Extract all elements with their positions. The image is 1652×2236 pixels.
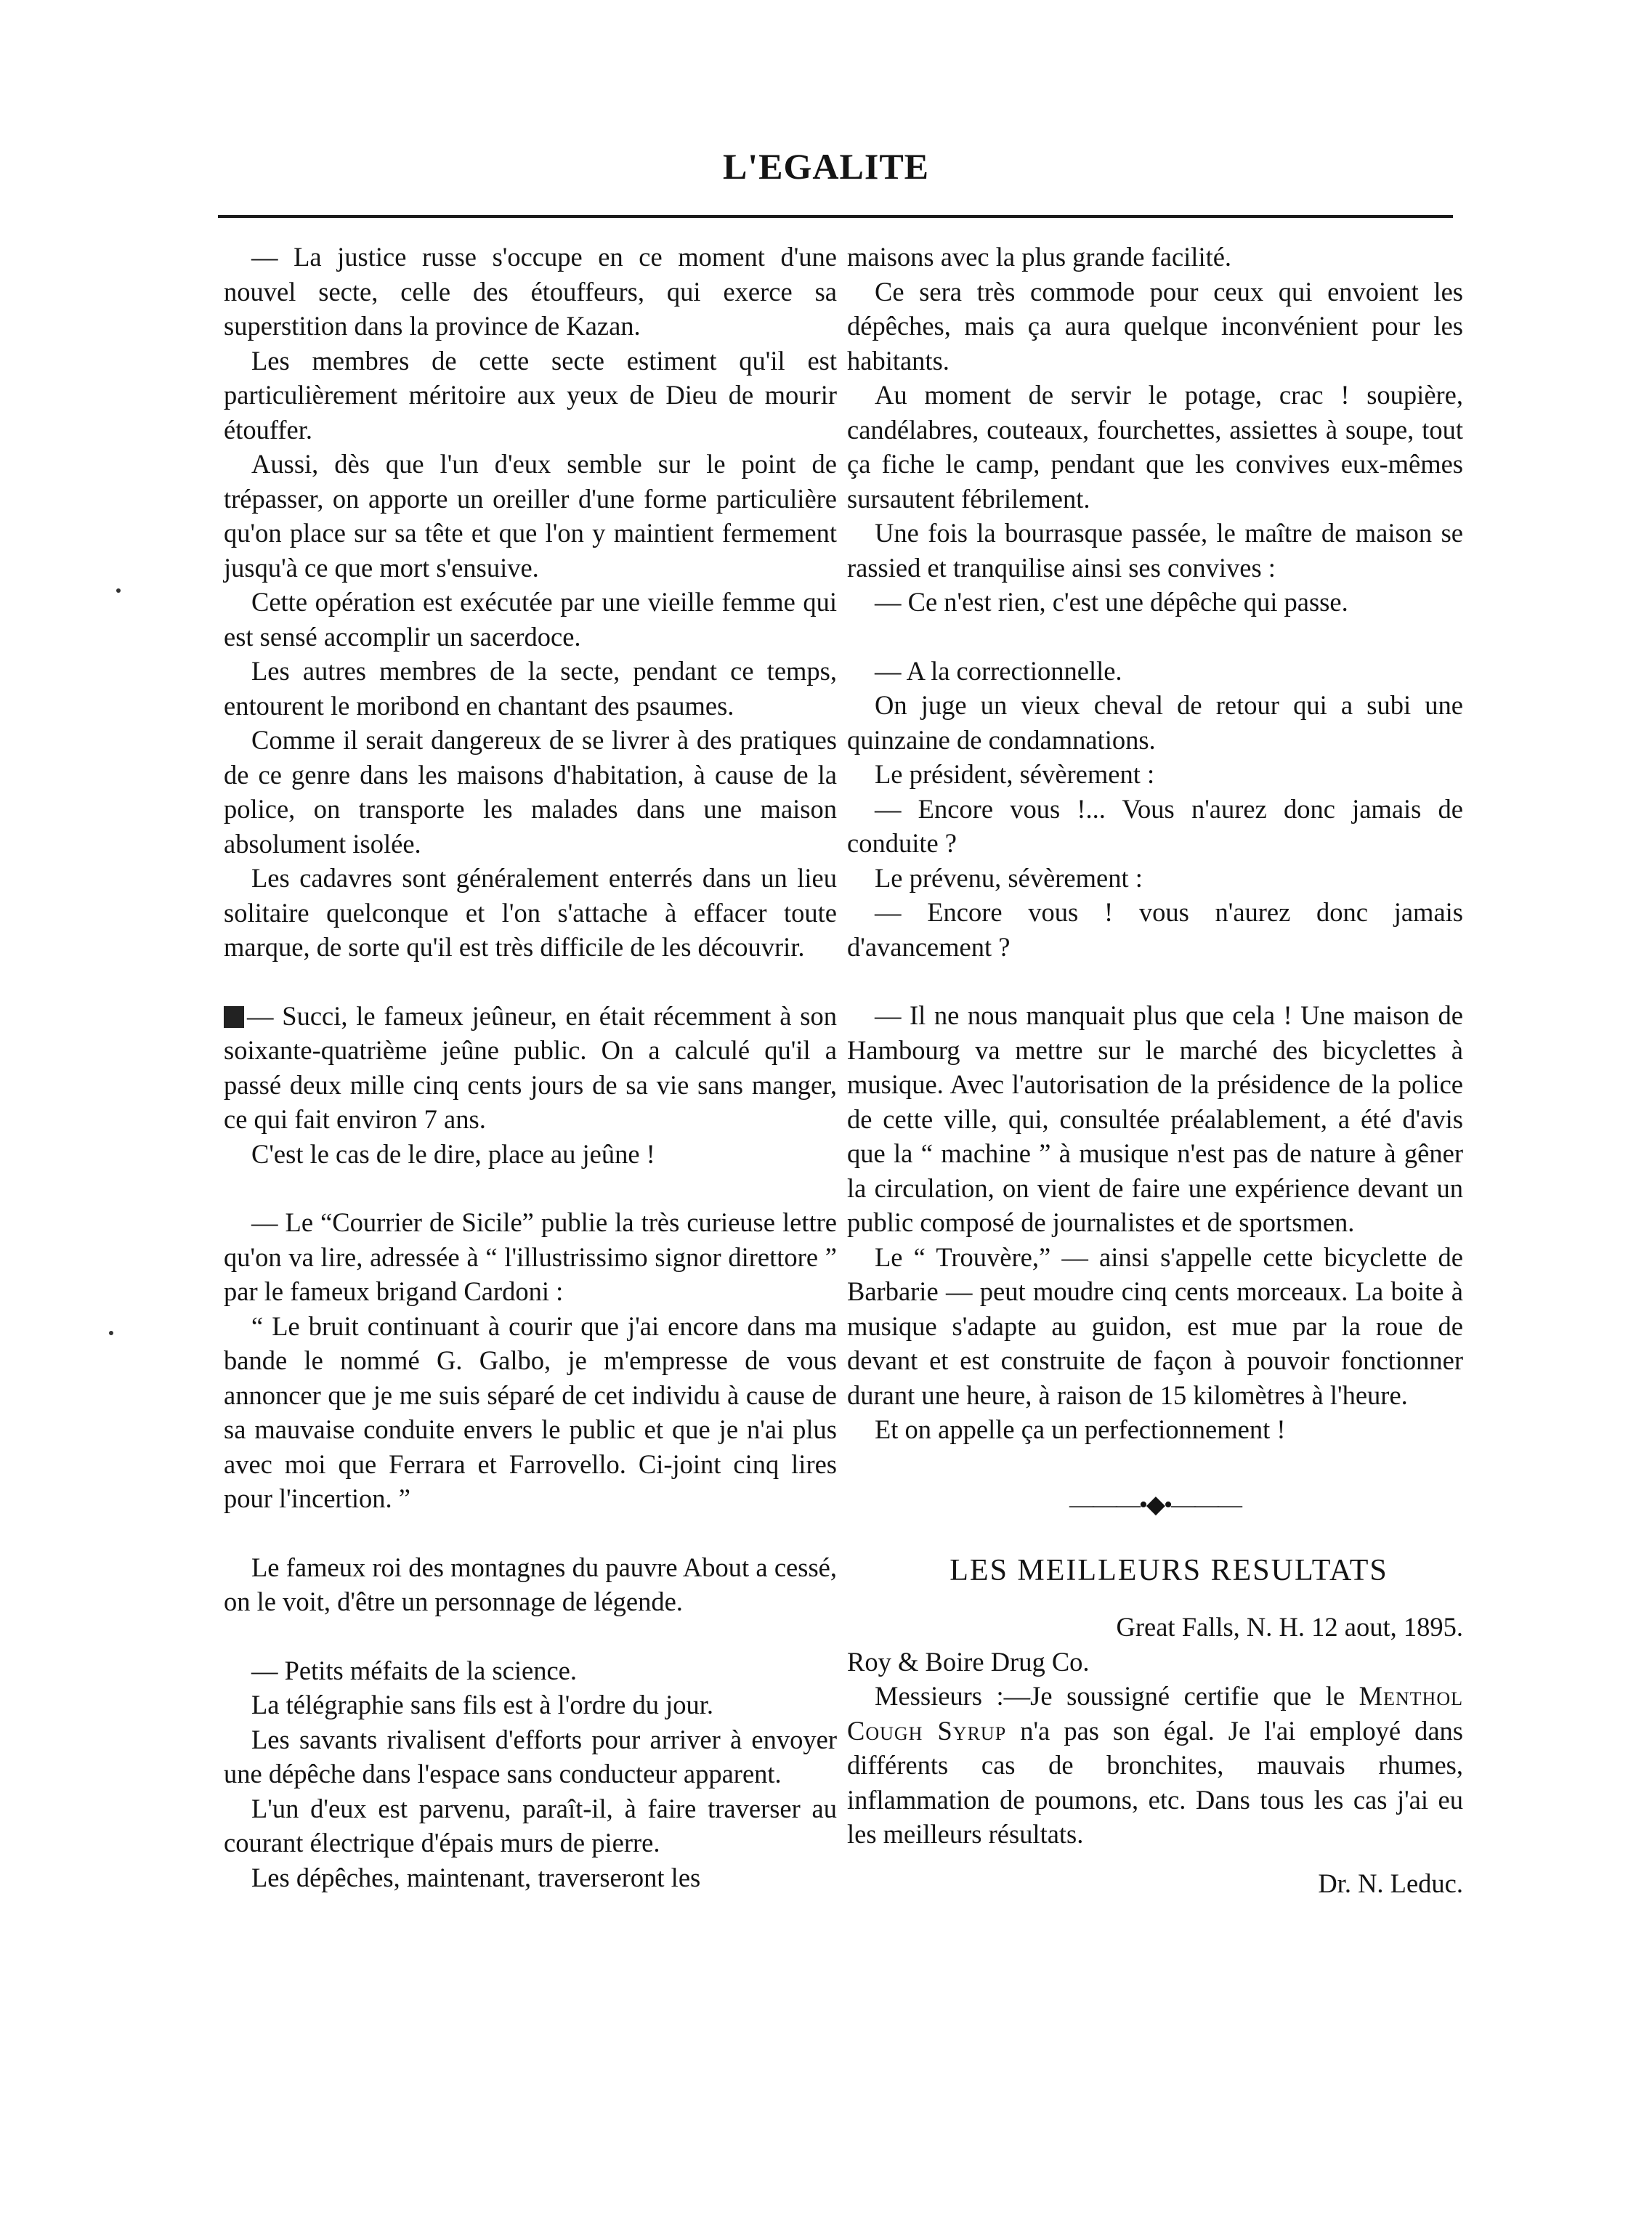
dateline: Great Falls, N. H. 12 aout, 1895.: [1116, 1612, 1463, 1642]
paragraph: Une fois la bourrasque passée, le maître de maison se rassied et tranquilise ainsi ses convives :: [847, 518, 1463, 583]
paragraph: “ Le bruit continuant à courir que j'ai encore dans ma bande le nommé G. Galbo, je m'empresse de vous annoncer que je me suis séparé de cet individu à cause de sa mauvaise conduite envers le public et que je n'ai plus avec moi que Ferrara et Farrovello. Ci-joint cinq lires pour l'incertion. ”: [224, 1311, 837, 1513]
paragraph: [224, 999, 837, 1137]
testimonial-body: [847, 1679, 1463, 1852]
header-rule: [218, 215, 1453, 218]
salutation: Messieurs :—Je soussigné certifie que le: [875, 1681, 1359, 1711]
paragraph-text: — Succi, le fameux jeûneur, en était récemment à son soixante-quatrième jeûne public. On a calculé qu'il a passé deux mille cinq cents jours de sa vie sans manger, ce qui fait environ 7 ans.: [224, 1000, 837, 1134]
paragraph: Les dépêches, maintenant, traverseront les: [251, 1862, 701, 1892]
paragraph: Au moment de servir le potage, crac ! soupière, candélabres, couteaux, fourchettes, assiettes à soupe, tout ça fiche le camp, pendant que les convives eux-mêmes sursautent fébrilement.: [847, 380, 1463, 514]
paragraph: Aussi, dès que l'un d'eux semble sur le point de trépasser, on apporte un oreiller d'une forme particulière qu'on place sur sa tête et que l'on y maintient fermement jusqu'à ce que mort s'ensuive.: [224, 449, 837, 583]
paragraph: — A la correctionnelle.: [875, 655, 1122, 686]
paragraph: Les autres membres de la secte, pendant ce temps, entourent le moribond en chantant des psaumes.: [224, 656, 837, 721]
right-column: [847, 240, 1463, 1900]
margin-mark: [116, 588, 121, 593]
paragraph: — Ce n'est rien, c'est une dépêche qui passe.: [875, 587, 1348, 617]
paragraph: — Il ne nous manquait plus que cela ! Une maison de Hambourg va mettre sur le marché des bicyclettes à musique. Avec l'autorisation de la présidence de la police de cette ville, qui, consultée préalablement, a été d'avis que la “ machine ” à musique n'est pas de nature à gêner la circulation, on vient de faire une expérience devant un public composé de journalistes et de sportsmen.: [847, 1000, 1463, 1237]
paragraph: La télégraphie sans fils est à l'ordre du jour.: [251, 1690, 714, 1719]
paragraph: — Le “Courrier de Sicile” publie la très curieuse lettre qu'on va lire, adressée à “ l'illustrissimo signor direttore ” par le fameux brigand Cardoni :: [224, 1207, 837, 1306]
paragraph: — Encore vous ! vous n'aurez donc jamais d'avancement ?: [847, 897, 1463, 962]
paragraph: Les savants rivalisent d'efforts pour arriver à envoyer une dépêche dans l'espace sans conducteur apparent.: [224, 1724, 837, 1789]
paragraph: Comme il serait dangereux de se livrer à des pratiques de ce genre dans les maisons d'habitation, à cause de la police, on transporte les malades dans une maison absolument isolée.: [224, 725, 837, 859]
section-ornament: ———•◆•———: [1069, 1491, 1241, 1518]
paragraph: Les membres de cette secte estiment qu'il est particulièrement méritoire aux yeux de Dieu de mourir étouffer.: [224, 345, 837, 445]
addressee: Roy & Boire Drug Co.: [847, 1646, 1090, 1677]
paragraph: Les cadavres sont généralement enterrés dans un lieu solitaire quelconque et l'on s'attache à effacer toute marque, de sorte qu'il est très difficile de les découvrir.: [224, 863, 837, 962]
paragraph: Le fameux roi des montagnes du pauvre About a cessé, on le voit, d'être un personnage de légende.: [224, 1552, 837, 1616]
paragraph: — Encore vous !... Vous n'aurez donc jamais de conduite ?: [847, 793, 1463, 858]
paragraph: On juge un vieux cheval de retour qui a subi une quinzaine de condamnations.: [847, 690, 1463, 755]
paragraph: Cette opération est exécutée par une vieille femme qui est sensé accomplir un sacerdoce.: [224, 587, 837, 652]
left-column: [224, 240, 837, 1895]
paragraph: — La justice russe s'occupe en ce moment d'une nouvel secte, celle des étouffeurs, qui exerce sa superstition dans la province de Kazan.: [224, 242, 837, 341]
paragraph: Le “ Trouvère,” — ainsi s'appelle cette bicyclette de Barbarie — peut moudre cinq cents morceaux. La boite à musique s'adapte au guidon, est mue par la roue de devant et est construite de façon à pouvoir fonctionner durant une heure, à raison de 15 kilomètres à l'heure.: [847, 1241, 1463, 1410]
paragraph: C'est le cas de le dire, place au jeûne !: [251, 1138, 655, 1169]
paragraph: L'un d'eux est parvenu, paraît-il, à faire traverser au courant électrique d'épais murs de pierre.: [224, 1793, 837, 1858]
margin-mark: [109, 1331, 113, 1335]
signature: Dr. N. Leduc.: [1318, 1868, 1463, 1898]
paragraph: Et on appelle ça un perfectionnement !: [875, 1414, 1286, 1444]
paragraph: Le prévenu, sévèrement :: [875, 862, 1143, 893]
paragraph: Le président, sévèrement :: [875, 759, 1155, 789]
testimonial-text: n'a pas son égal. Je l'ai employé dans différents cas de bronchites, mauvais rhumes, inflammation de poumons, etc. Dans tous les cas j'ai eu les meilleurs résultats.: [847, 1715, 1463, 1849]
paragraph: maisons avec la plus grande facilité.: [847, 242, 1232, 272]
masthead: L'EGALITE: [722, 146, 930, 187]
pointing-hand-icon: [224, 1006, 244, 1028]
product-name: Menthol Cough Syrup: [847, 1681, 1463, 1746]
paragraph: Ce sera très commode pour ceux qui envoient les dépêches, mais ça aura quelque inconvénient pour les habitants.: [847, 276, 1463, 376]
ad-heading: LES MEILLEURS RESULTATS: [950, 1553, 1388, 1587]
paragraph: — Petits méfaits de la science.: [251, 1655, 577, 1685]
